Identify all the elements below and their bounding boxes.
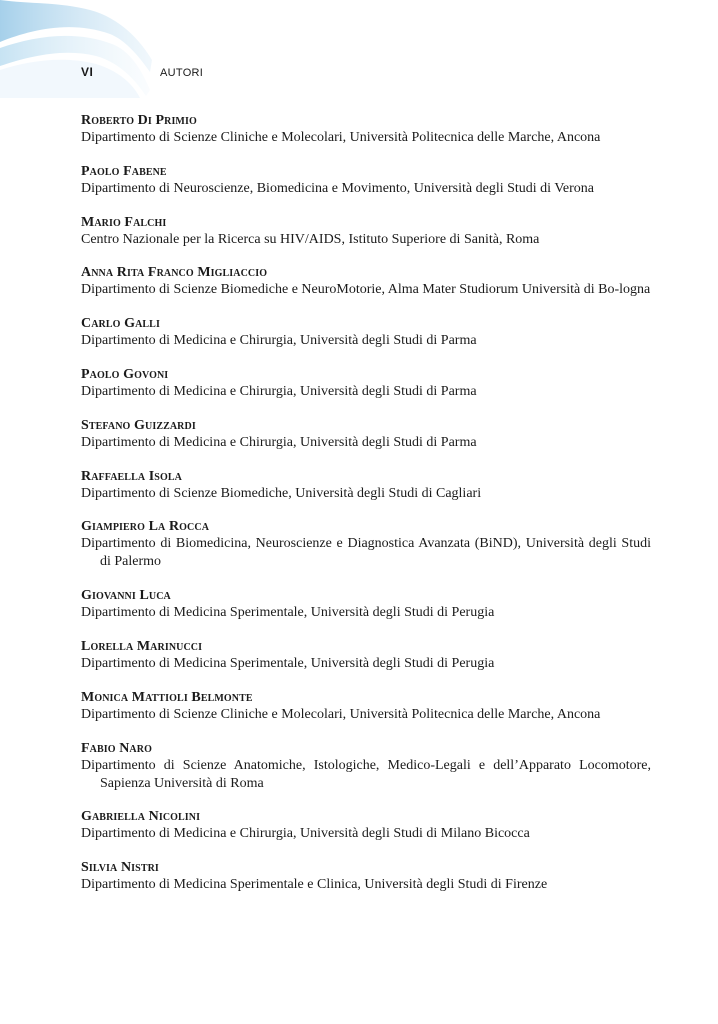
decorative-wave-graphic xyxy=(0,0,160,100)
author-affiliation: Dipartimento di Scienze Biomediche e NeuroMotorie, Alma Mater Studiorum Università di Bo-logna xyxy=(81,282,651,298)
author-affiliation: Dipartimento di Medicina Sperimentale, Università degli Studi di Perugia xyxy=(81,655,495,671)
author-name: Monica Mattioli Belmonte xyxy=(81,689,253,705)
author-name: Raffaella Isola xyxy=(81,468,182,484)
author-affiliation: Dipartimento di Medicina e Chirurgia, Università degli Studi di Parma xyxy=(81,333,477,349)
author-entry xyxy=(81,638,651,673)
author-entry xyxy=(81,808,651,843)
author-name: Giampiero La Rocca xyxy=(81,519,210,535)
author-name: Silvia Nistri xyxy=(81,860,159,876)
author-entry xyxy=(81,740,651,793)
author-entry xyxy=(81,468,651,503)
author-affiliation: Dipartimento di Medicina e Chirurgia, Università degli Studi di Parma xyxy=(81,383,477,399)
author-name: Paolo Fabene xyxy=(81,163,167,179)
author-entry xyxy=(81,859,651,894)
author-affiliation: Dipartimento di Biomedicina, Neuroscienze e Diagnostica Avanzata (BiND), Università degli Studi di Palermo xyxy=(81,536,651,570)
author-name: Roberto Di Primio xyxy=(81,113,197,128)
author-entry xyxy=(81,163,651,198)
page-number: VI xyxy=(81,65,94,79)
author-entry xyxy=(81,417,651,452)
author-entry xyxy=(81,264,651,299)
author-name: Fabio Naro xyxy=(81,740,152,756)
author-name: Gabriella Nicolini xyxy=(81,809,201,825)
author-name: Lorella Marinucci xyxy=(81,638,203,654)
author-entry xyxy=(81,112,651,147)
author-list xyxy=(81,112,651,910)
page-header xyxy=(81,65,203,79)
running-title: AUTORI xyxy=(160,67,204,79)
author-name: Stefano Guizzardi xyxy=(81,417,196,433)
author-affiliation: Dipartimento di Medicina Sperimentale, Università degli Studi di Perugia xyxy=(81,605,495,621)
author-entry xyxy=(81,518,651,571)
author-entry xyxy=(81,214,651,249)
author-affiliation: Dipartimento di Scienze Cliniche e Molecolari, Università Politecnica delle Marche, Ancona xyxy=(81,706,601,722)
author-entry xyxy=(81,587,651,622)
author-affiliation: Dipartimento di Scienze Cliniche e Molecolari, Università Politecnica delle Marche, Ancona xyxy=(81,130,601,145)
author-affiliation: Dipartimento di Scienze Anatomiche, Istologiche, Medico-Legali e dell’Apparato Locomotore, Sapienza Università di Roma xyxy=(81,757,651,791)
author-affiliation: Dipartimento di Medicina e Chirurgia, Università degli Studi di Milano Bicocca xyxy=(81,826,530,842)
author-affiliation: Centro Nazionale per la Ricerca su HIV/AIDS, Istituto Superiore di Sanità, Roma xyxy=(81,231,540,247)
author-affiliation: Dipartimento di Medicina Sperimentale e Clinica, Università degli Studi di Firenze xyxy=(81,877,548,893)
author-name: Anna Rita Franco Migliaccio xyxy=(81,265,268,281)
author-affiliation: Dipartimento di Medicina e Chirurgia, Università degli Studi di Parma xyxy=(81,434,477,450)
author-entry xyxy=(81,366,651,401)
author-affiliation: Dipartimento di Scienze Biomediche, Università degli Studi di Cagliari xyxy=(81,485,482,501)
author-entry xyxy=(81,689,651,724)
author-name: Paolo Govoni xyxy=(81,366,169,382)
author-affiliation: Dipartimento di Neuroscienze, Biomedicina e Movimento, Università degli Studi di Verona xyxy=(81,180,594,196)
author-entry xyxy=(81,315,651,350)
author-name: Mario Falchi xyxy=(81,214,167,230)
author-name: Carlo Galli xyxy=(81,316,160,332)
author-name: Giovanni Luca xyxy=(81,588,171,604)
